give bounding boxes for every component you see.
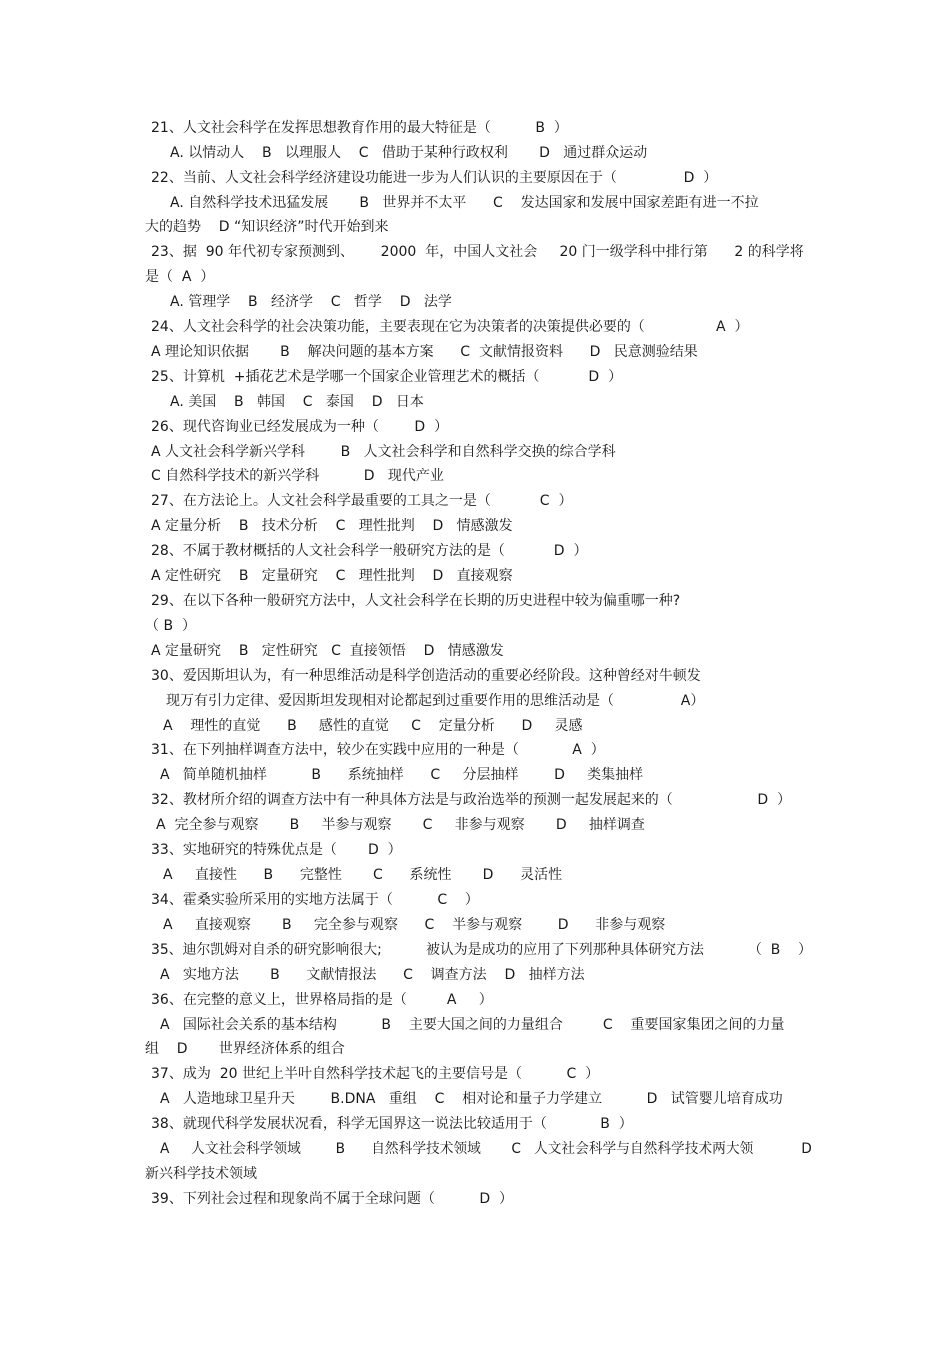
- options-31: A 简单随机抽样 B 系统抽样 C 分层抽样 D 类集抽样: [160, 767, 644, 783]
- options-38: A 人文社会科学领域 B 自然科学技术领域 C 人文社会科学与自然科学技术两大领 D: [160, 1141, 812, 1157]
- question-25: 25、计算机 +插花艺术是学哪一个国家企业管理艺术的概括（ D ）: [151, 369, 623, 385]
- question-24: 24、人文社会科学的社会决策功能，主要表现在它为决策者的决策提供必要的（ A ）: [151, 319, 749, 335]
- options-22: A. 自然科学技术迅猛发展 B 世界并不太平 C 发达国家和发展中国家差距有进一不拉: [170, 195, 759, 211]
- question-38: 38、就现代科学发展状况看，科学无国界这一说法比较适用于（ B ）: [151, 1116, 633, 1132]
- options-34: A 直接观察 B 完全参与观察 C 半参与观察 D 非参与观察: [163, 917, 666, 933]
- options-35: A 实地方法 B 文献情报法 C 调查方法 D 抽样方法: [160, 967, 585, 983]
- question-36: 36、在完整的意义上，世界格局指的是（ A ）: [151, 992, 493, 1008]
- options-37: A 人造地球卫星升天 B.DNA 重组 C 相对论和量子力学建立 D 试管婴儿培育成功: [160, 1091, 783, 1107]
- question-30: 30、爱因斯坦认为，有一种思维活动是科学创造活动的重要必经阶段。这种曾经对牛顿发: [151, 668, 701, 684]
- question-31: 31、在下列抽样调查方法中，较少在实践中应用的一种是（ A ）: [151, 742, 605, 758]
- options-28: A 定性研究 B 定量研究 C 理性批判 D 直接观察: [151, 568, 513, 584]
- question-34: 34、霍桑实验所采用的实地方法属于（ C ）: [151, 892, 479, 908]
- question-26: 26、现代咨询业已经发展成为一种（ D ）: [151, 419, 449, 435]
- options-32: A 完全参与观察 B 半参与观察 C 非参与观察 D 抽样调查: [156, 817, 645, 833]
- question-28: 28、不属于教材概括的人文社会科学一般研究方法的是（ D ）: [151, 543, 588, 559]
- options-27: A 定量分析 B 技术分析 C 理性批判 D 情感激发: [151, 518, 513, 534]
- question-29-cont: （ B ）: [145, 618, 196, 634]
- options-29: A 定量研究 B 定性研究 C 直接领悟 D 情感激发: [151, 643, 504, 659]
- options-23: A. 管理学 B 经济学 C 哲学 D 法学: [170, 294, 452, 310]
- options-38-cont: 新兴科学技术领域: [145, 1166, 257, 1182]
- options-36-cont: 组 D 世界经济体系的组合: [145, 1041, 345, 1057]
- options-33: A 直接性 B 完整性 C 系统性 D 灵活性: [163, 867, 563, 883]
- options-26-ab: A 人文社会科学新兴学科 B 人文社会科学和自然科学交换的综合学科: [151, 444, 616, 460]
- options-24: A 理论知识依据 B 解决问题的基本方案 C 文献情报资料 D 民意测验结果: [151, 344, 698, 360]
- question-33: 33、实地研究的特殊优点是（ D ）: [151, 842, 402, 858]
- question-30-cont: 现万有引力定律、爱因斯坦发现相对论都起到过重要作用的思维活动是（ A）: [166, 693, 705, 709]
- question-23: 23、据 90 年代初专家预测到、 2000 年，中国人文社会 20 门一级学科中排行第 2 的科学将: [151, 244, 804, 260]
- options-26-cd: C 自然科学技术的新兴学科 D 现代产业: [151, 468, 444, 484]
- question-27: 27、在方法论上。人文社会科学最重要的工具之一是（ C ）: [151, 493, 573, 509]
- question-22: 22、当前、人文社会科学经济建设功能进一步为人们认识的主要原因在于（ D ）: [151, 170, 718, 186]
- question-35: 35、迪尔凯姆对自杀的研究影响很大; 被认为是成功的应用了下列那种具体研究方法 （ B ）: [151, 942, 812, 958]
- options-30: A 理性的直觉 B 感性的直觉 C 定量分析 D 灵感: [163, 718, 583, 734]
- options-25: A. 美国 B 韩国 C 泰国 D 日本: [170, 394, 424, 410]
- question-32: 32、教材所介绍的调查方法中有一种具体方法是与政治选举的预测一起发展起来的（ D ）: [151, 792, 792, 808]
- options-22-cont: 大的趋势 D “知识经济”时代开始到来: [145, 219, 389, 235]
- question-23-cont: 是（ A ）: [145, 269, 215, 285]
- question-39: 39、下列社会过程和现象尚不属于全球问题（ D ）: [151, 1191, 513, 1207]
- question-29: 29、在以下各种一般研究方法中，人文社会科学在长期的历史进程中较为偏重哪一种?: [151, 593, 681, 609]
- question-37: 37、成为 20 世纪上半叶自然科学技术起飞的主要信号是（ C ）: [151, 1066, 600, 1082]
- options-36: A 国际社会关系的基本结构 B 主要大国之间的力量组合 C 重要国家集团之间的力量: [160, 1017, 785, 1033]
- options-21: A. 以情动人 B 以理服人 C 借助于某种行政权利 D 通过群众运动: [170, 145, 648, 161]
- question-21: 21、人文社会科学在发挥思想教育作用的最大特征是（ B ）: [151, 120, 568, 136]
